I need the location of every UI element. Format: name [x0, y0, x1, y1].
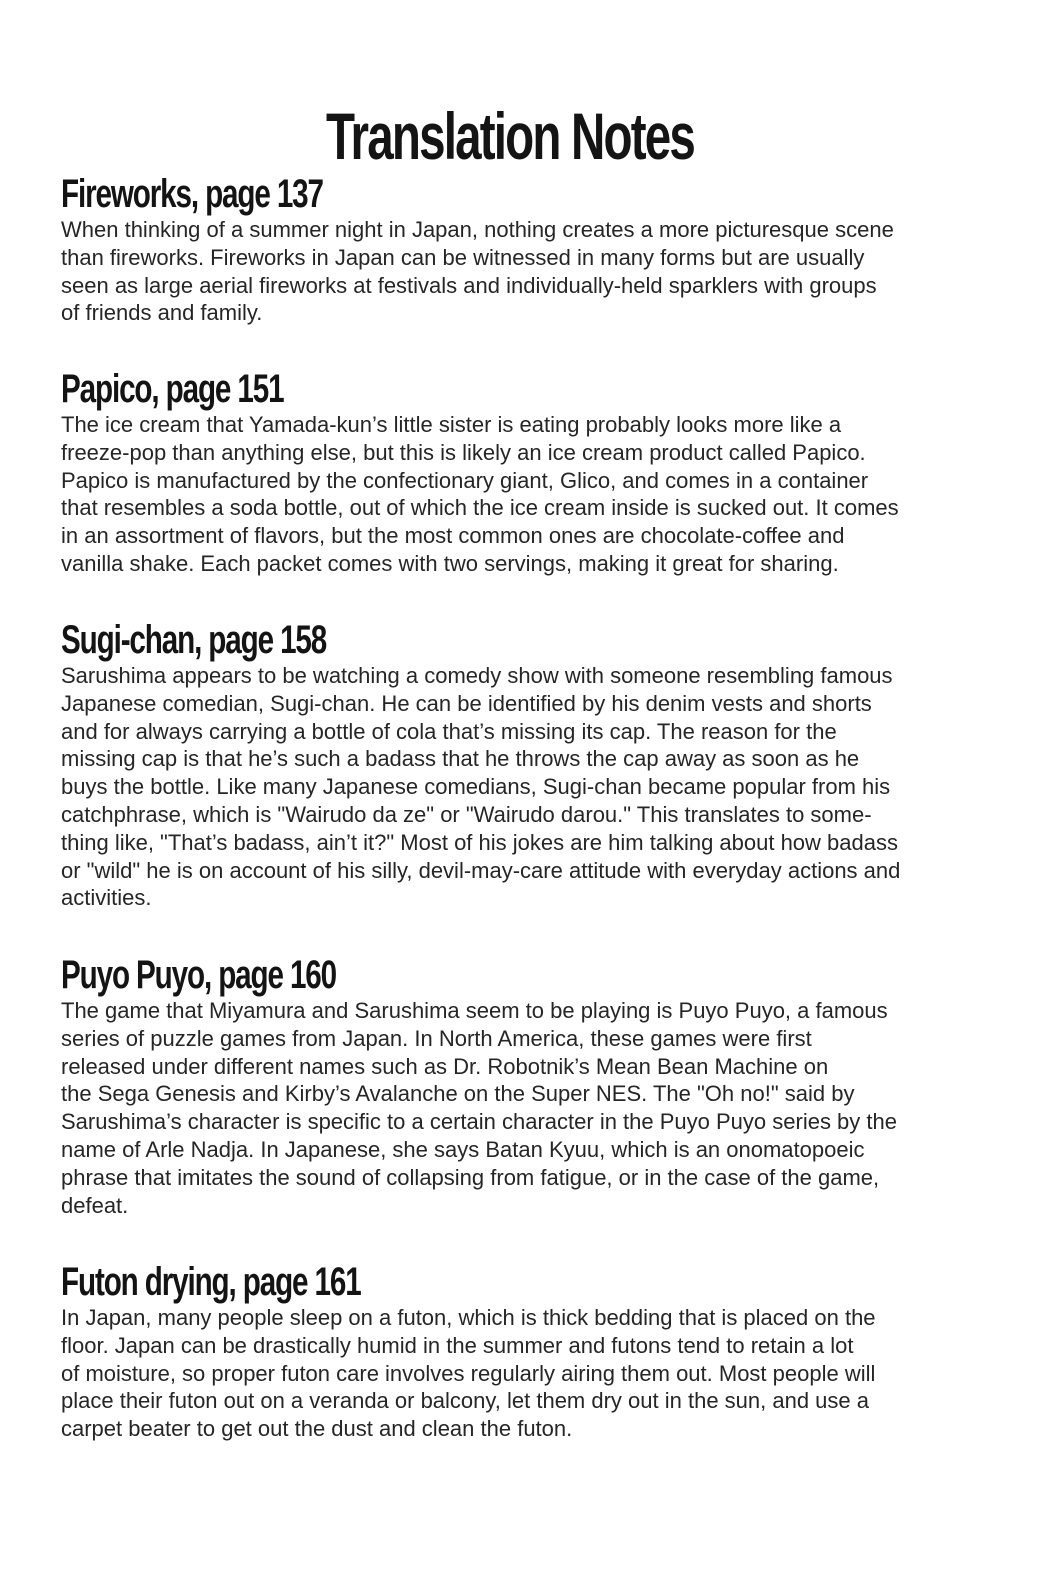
note-body — [61, 662, 951, 912]
note-line: vanilla shake. Each packet comes with two servings, making it great for sharing. — [61, 550, 839, 576]
note-line: series of puzzle games from Japan. In North America, these games were first — [61, 1025, 812, 1051]
note-futon-drying — [61, 1260, 961, 1443]
note-body — [61, 216, 951, 327]
note-heading: Papico, page 151 — [61, 367, 284, 411]
note-heading: Fireworks, page 137 — [61, 172, 323, 216]
note-heading: Puyo Puyo, page 160 — [61, 953, 337, 997]
note-body — [61, 997, 951, 1219]
note-fireworks — [61, 172, 961, 327]
note-heading: Futon drying, page 161 — [61, 1260, 361, 1304]
note-line: the Sega Genesis and Kirby’s Avalanche on the Super NES. The "Oh no!" said by — [61, 1081, 855, 1107]
note-line: of moisture, so proper futon care involves regularly airing them out. Most people will — [61, 1360, 876, 1386]
note-line: than fireworks. Fireworks in Japan can be witnessed in many forms but are usually — [61, 244, 865, 270]
note-line: freeze-pop than anything else, but this is likely an ice cream product called Papico. — [61, 439, 866, 465]
note-line: defeat. — [61, 1192, 129, 1218]
note-line: When thinking of a summer night in Japan, nothing creates a more picturesque scene — [61, 217, 894, 242]
note-line: or "wild" he is on account of his silly, devil-may-care attitude with everyday actions and — [61, 857, 901, 883]
note-line: released under different names such as Dr. Robotnik’s Mean Bean Machine on — [61, 1053, 829, 1079]
note-heading: Sugi-chan, page 158 — [61, 618, 327, 662]
note-line: activities. — [61, 885, 152, 911]
note-line: name of Arle Nadja. In Japanese, she says Batan Kyuu, which is an onomatopoeic — [61, 1136, 865, 1162]
note-line: place their futon out on a veranda or balcony, let them dry out in the sun, and use a — [61, 1388, 869, 1414]
note-body — [61, 411, 951, 578]
note-line: The ice cream that Yamada-kun’s little sister is eating probably looks more like a — [61, 412, 842, 437]
note-line: Sarushima’s character is specific to a certain character in the Puyo Puyo series by the — [61, 1109, 897, 1135]
page-title: Translation Notes — [325, 99, 695, 174]
note-line: seen as large aerial fireworks at festivals and individually-held sparklers with groups — [61, 272, 877, 298]
note-body — [61, 1304, 951, 1443]
note-line: The game that Miyamura and Sarushima seem to be playing is Puyo Puyo, a famous — [61, 998, 888, 1023]
note-line: of friends and family. — [61, 300, 263, 326]
note-line: catchphrase, which is "Wairudo da ze" or "Wairudo darou." This translates to some- — [61, 801, 872, 827]
note-line: Japanese comedian, Sugi-chan. He can be identified by his denim vests and shorts — [61, 690, 872, 716]
note-sugi-chan — [61, 618, 961, 912]
note-line: thing like, "That’s badass, ain’t it?" Most of his jokes are him talking about how badass — [61, 829, 898, 855]
note-line: that resembles a soda bottle, out of which the ice cream inside is sucked out. It comes — [61, 495, 899, 521]
note-line: buys the bottle. Like many Japanese comedians, Sugi-chan became popular from his — [61, 774, 891, 800]
note-line: floor. Japan can be drastically humid in the summer and futons tend to retain a lot — [61, 1332, 854, 1358]
note-line: phrase that imitates the sound of collapsing from fatigue, or in the case of the game, — [61, 1164, 880, 1190]
note-line: in an assortment of flavors, but the most common ones are chocolate-coffee and — [61, 523, 845, 549]
note-line: Sarushima appears to be watching a comedy show with someone resembling famous — [61, 663, 893, 688]
note-line: missing cap is that he’s such a badass that he throws the cap away as soon as he — [61, 746, 860, 772]
note-line: and for always carrying a bottle of cola that’s missing its cap. The reason for the — [61, 718, 837, 744]
note-line: carpet beater to get out the dust and clean the futon. — [61, 1416, 573, 1442]
note-line: In Japan, many people sleep on a futon, which is thick bedding that is placed on the — [61, 1305, 876, 1330]
note-papico — [61, 367, 961, 578]
note-line: Papico is manufactured by the confectionary giant, Glico, and comes in a container — [61, 467, 869, 493]
note-puyo-puyo — [61, 953, 961, 1219]
